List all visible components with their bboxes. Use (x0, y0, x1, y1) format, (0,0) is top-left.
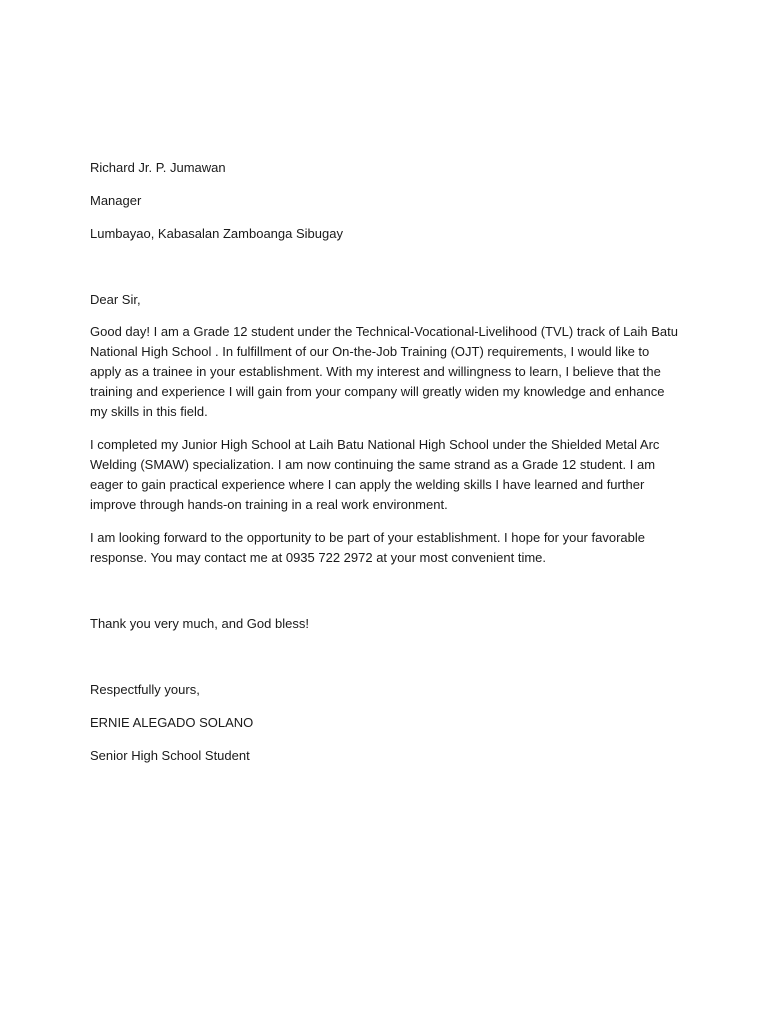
body-paragraph-2: I completed my Junior High School at Laih Batu National High School under the Shielded Metal Arc Welding (SMAW) specialization. I am now continuing the same strand as a Grade 12 student. I am eager to gain practical experience where I can apply the welding skills I have learned and further improve through hands-on training in a real work environment. (90, 437, 660, 512)
sender-name: ERNIE ALEGADO SOLANO (90, 715, 254, 730)
body-paragraph-3: I am looking forward to the opportunity to be part of your establishment. I hope for your favorable response. You may contact me at 0935 722 2972 at your most convenient time. (90, 530, 645, 565)
salutation: Dear Sir, (90, 292, 141, 307)
thanks-line: Thank you very much, and God bless! (90, 616, 309, 631)
sender-title: Senior High School Student (90, 748, 250, 763)
body-paragraph-1: Good day! I am a Grade 12 student under the Technical-Vocational-Livelihood (TVL) track of Laih Batu National High School . In fulfillment of our On-the-Job Training (OJT) requirements, I would like to apply as a trainee in your establishment. With my interest and willingness to learn, I believe that the training and experience I will gain from your company will greatly widen my knowledge and enhance my skills in this field. (90, 324, 678, 419)
recipient-name: Richard Jr. P. Jumawan (90, 160, 226, 175)
recipient-address: Lumbayao, Kabasalan Zamboanga Sibugay (90, 226, 343, 241)
recipient-title: Manager (90, 193, 142, 208)
closing-line: Respectfully yours, (90, 682, 200, 697)
